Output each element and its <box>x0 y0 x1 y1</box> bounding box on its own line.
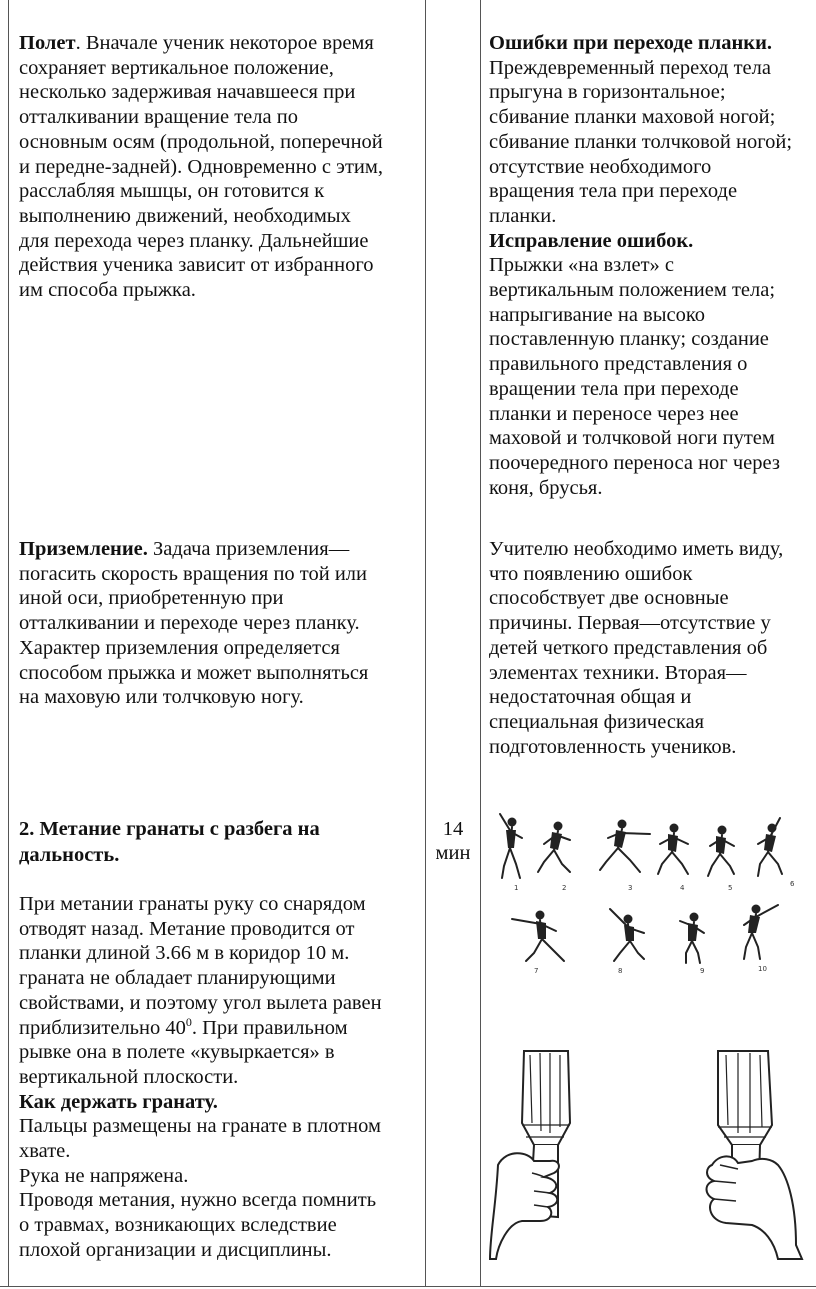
teacher-note-line: элементах техники. Вторая— <box>489 661 747 684</box>
table-border-middle-left <box>425 0 426 1287</box>
hold-line: Пальцы размещены на гранате в плотном <box>19 1115 381 1138</box>
grenade-line: рывке она в полете «кувыркается» в <box>19 1041 335 1064</box>
landing-line: на маховую или толчковую ногу. <box>19 686 304 709</box>
flight-line: сохраняет вертикальное положение, <box>19 56 334 79</box>
thrower-figure-icon <box>610 909 644 961</box>
errors-line: отсутствие необходимого <box>489 155 712 178</box>
teacher-note-line: подготовленность учеников. <box>489 735 737 758</box>
errors-line: сбивание планки маховой ногой; <box>489 106 776 129</box>
hold-line: о травмах, возникающих вследствие <box>19 1214 337 1237</box>
time-value: 14 <box>442 818 464 840</box>
corrections-line: планки и переносе через нее <box>489 402 739 425</box>
sequence-number: 2 <box>562 884 567 892</box>
thrower-figure-icon <box>500 814 522 878</box>
angle-degree-sup: 0 <box>185 1014 192 1029</box>
corrections-line: вертикальным положением тела; <box>489 279 776 302</box>
teacher-note-line: что появлению ошибок <box>489 562 693 585</box>
throw-sequence-row2 <box>500 895 800 980</box>
sequence-number: 8 <box>618 967 623 975</box>
corrections-line: Прыжки «на взлет» с <box>489 254 675 277</box>
sequence-number: 7 <box>534 967 539 975</box>
corrections-line: напрыгивание на высоко <box>489 303 706 326</box>
grenade-line: При метании гранаты руку со снарядом <box>19 893 366 915</box>
flight-line: основным осям (продольной, поперечной <box>19 130 383 153</box>
corrections-line: поочередного переноса ног через <box>489 451 780 474</box>
angle-suffix: . При правильном <box>191 1016 348 1039</box>
landing-line: способом прыжка и может выполняться <box>19 661 369 684</box>
flight-line: расслабляя мышцы, он готовится к <box>19 180 325 203</box>
thrower-figure-icon <box>600 820 650 873</box>
thrower-figure-icon <box>538 822 570 873</box>
landing-line: отталкивании и переходе через планку. <box>19 612 360 635</box>
flight-line: отталкивании вращение тела по <box>19 106 298 129</box>
flight-line: . Вначале ученик некоторое время <box>75 32 374 54</box>
landing-heading: Приземление. <box>19 538 148 560</box>
errors-line: вращения тела при переходе <box>489 180 738 203</box>
flight-line: и передне-задней). Одновременно с этим, <box>19 155 383 178</box>
hold-line: Рука не напряжена. <box>19 1164 189 1187</box>
angle-prefix: приблизительно 40 <box>19 1016 186 1039</box>
thrower-figure-icon <box>708 826 734 877</box>
landing-paragraph <box>19 537 368 710</box>
landing-line: Характер приземления определяется <box>19 636 340 659</box>
errors-heading: Ошибки при переходе планки. <box>489 32 773 54</box>
grenade-heading-line: дальность. <box>19 844 120 866</box>
flight-line: выполнению движений, необходимых <box>19 204 351 227</box>
grenade-heading <box>19 816 320 868</box>
flight-line: им способа прыжка. <box>19 279 196 302</box>
corrections-line: коня, брусья. <box>489 476 603 499</box>
time-unit: мин <box>435 842 471 864</box>
grenade-line: вертикальной плоскости. <box>19 1065 239 1088</box>
table-border-middle-right <box>480 0 481 1287</box>
table-border-left <box>8 0 9 1287</box>
thrower-figure-icon <box>744 905 778 960</box>
corrections-line: правильного представления о <box>489 353 748 376</box>
hold-heading: Как держать гранату. <box>19 1090 218 1113</box>
sequence-number: 1 <box>514 884 519 892</box>
sequence-number: 5 <box>728 884 733 892</box>
teacher-note-line: детей четкого представления об <box>489 636 768 659</box>
sequence-number: 4 <box>680 884 685 892</box>
table-border-bottom <box>0 1286 816 1287</box>
landing-line: иной оси, приобретенную при <box>19 587 284 610</box>
thrower-figure-icon <box>758 818 782 876</box>
corrections-heading: Исправление ошибок. <box>489 229 694 252</box>
errors-line: сбивание планки толчковой ногой; <box>489 130 793 153</box>
errors-line: прыгуна в горизонтальное; <box>489 81 726 104</box>
landing-line: Задача приземления— <box>147 538 350 560</box>
grenade-line: отводят назад. Метание проводится от <box>19 917 355 940</box>
flight-line: действия ученика зависит от избранного <box>19 254 374 277</box>
sequence-number: 10 <box>758 965 767 973</box>
teacher-note-paragraph <box>489 537 783 759</box>
hold-line: хвате. <box>19 1140 71 1163</box>
corrections-line: поставленную планку; создание <box>489 328 769 351</box>
teacher-note-line: недостаточная общая и <box>489 686 692 709</box>
thrower-figure-icon <box>680 913 704 964</box>
teacher-note-line: способствует две основные <box>489 587 729 610</box>
grenade-grip-illustration-right <box>692 1045 808 1265</box>
flight-line: несколько задерживая начавшееся при <box>19 81 356 104</box>
errors-line: Преждевременный переход тела <box>489 56 771 79</box>
grenade-heading-line: 2. Метание гранаты с разбега на <box>19 818 320 840</box>
errors-line: планки. <box>489 204 557 227</box>
flight-heading: Полет <box>19 32 76 54</box>
errors-paragraph <box>489 31 792 500</box>
teacher-note-line: специальная физическая <box>489 710 705 733</box>
flight-paragraph <box>19 31 383 303</box>
throw-sequence-row1 <box>490 800 810 895</box>
grenade-line: свойствами, и поэтому угол вылета равен <box>19 991 382 1014</box>
hold-line: плохой организации и дисциплины. <box>19 1238 332 1261</box>
grenade-grip-icon <box>692 1045 808 1265</box>
grenade-paragraph <box>19 892 382 1263</box>
corrections-line: маховой и толчковой ноги путем <box>489 427 775 450</box>
grenade-line: граната не обладает планирующими <box>19 967 336 990</box>
flight-line: для перехода через планку. Дальнейшие <box>19 229 369 252</box>
teacher-note-line: причины. Первая—отсутствие у <box>489 612 771 635</box>
thrower-figure-icon <box>658 824 688 875</box>
grenade-grip-illustration-left <box>488 1045 598 1265</box>
hold-line: Проводя метания, нужно всегда помнить <box>19 1189 377 1212</box>
sequence-number: 9 <box>700 967 705 975</box>
sequence-number: 3 <box>628 884 633 892</box>
corrections-line: вращении тела при переходе <box>489 377 739 400</box>
grenade-line: планки длиной 3.66 м в коридор 10 м. <box>19 942 350 965</box>
thrower-figure-icon <box>512 911 564 962</box>
sequence-number: 6 <box>790 880 795 888</box>
teacher-note-line: Учителю необходимо иметь виду, <box>489 538 784 560</box>
grenade-grip-icon <box>488 1045 598 1265</box>
landing-line: погасить скорость вращения по той или <box>19 562 367 585</box>
